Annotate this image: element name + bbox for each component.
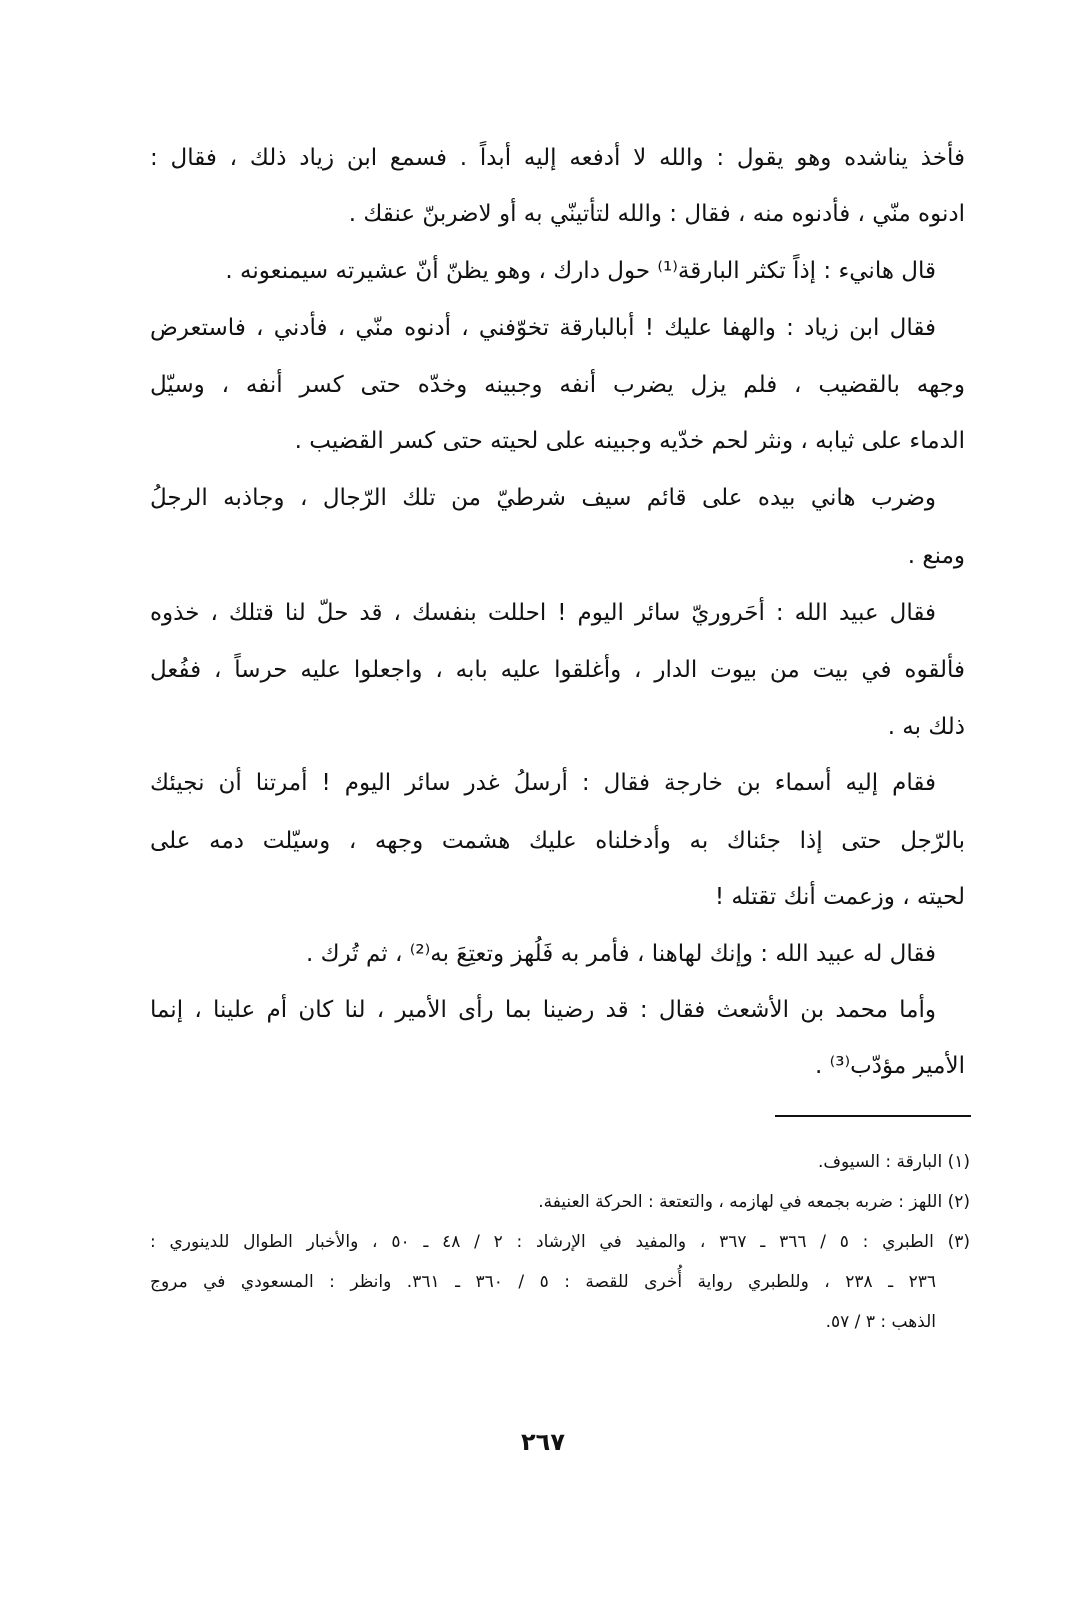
body-line: بالرّجل حتى إذا جئناك به وأدخلناه عليك هشمت وجهه ، وسيّلت دمه على: [150, 828, 965, 854]
body-line: الدماء على ثيابه ، ونثر لحم خدّيه وجبينه على لحيته حتى كسر القضيب .: [294, 428, 965, 454]
footnote-1: (١) البارقة : السيوف.: [817, 1152, 970, 1172]
footnote-3-cont: ٢٣٦ ـ ٢٣٨ ، وللطبري رواية أُخرى للقصة : ٥ / ٣٦٠ ـ ٣٦١. وانظر : المسعودي في مروج: [150, 1272, 936, 1292]
body-line: فأخذ يناشده وهو يقول : والله لا أدفعه إليه أبداً . فسمع ابن زياد ذلك ، فقال :: [150, 145, 965, 171]
footnote-2: (٢) اللهز : ضربه بجمعه في لهازمه ، والتعتعة : الحركة العنيفة.: [538, 1192, 970, 1212]
body-line: قال هانيء : إذاً تكثر البارقة⁽¹⁾ حول دارك ، وهو يظنّ أنّ عشيرته سيمنعونه .: [225, 258, 936, 284]
body-line: وضرب هاني بيده على قائم سيف شرطيّ من تلك الرّجال ، وجاذبه الرجلُ: [150, 485, 936, 511]
body-line: فقال ابن زياد : والهفا عليك ! أبالبارقة تخوّفني ، أدنوه منّي ، فأدني ، فاستعرض: [150, 315, 936, 341]
footnote-3-cont: الذهب : ٣ / ٥٧.: [825, 1312, 936, 1332]
page-number: ٢٦٧: [521, 1428, 565, 1456]
body-line: لحيته ، وزعمت أنك تقتله !: [714, 884, 965, 910]
body-line: وجهه بالقضيب ، فلم يزل يضرب أنفه وجبينه وخدّه حتى كسر أنفه ، وسيّل: [150, 372, 965, 398]
body-line: الأمير مؤدّب⁽³⁾ .: [814, 1053, 965, 1079]
body-line: فقال عبيد الله : أحَروريّ سائر اليوم ! احللت بنفسك ، قد حلّ لنا قتلك ، خذوه: [150, 600, 936, 626]
footnote-3: (٣) الطبري : ٥ / ٣٦٦ ـ ٣٦٧ ، والمفيد في الإرشاد : ٢ / ٤٨ ـ ٥٠ ، والأخبار الطوال للدينوري :: [150, 1232, 970, 1252]
body-line: وأما محمد بن الأشعث فقال : قد رضينا بما رأى الأمير ، لنا كان أم علينا ، إنما: [150, 997, 936, 1023]
body-line: ادنوه منّي ، فأدنوه منه ، فقال : والله لتأتينّي به أو لاضربنّ عنقك .: [348, 201, 965, 227]
body-line: ذلك به .: [887, 714, 965, 740]
body-line: فقام إليه أسماء بن خارجة فقال : أرسلُ غدر سائر اليوم ! أمرتنا أن نجيئك: [150, 770, 936, 796]
body-line: فألقوه في بيت من بيوت الدار ، وأغلقوا عليه بابه ، واجعلوا عليه حرساً ، ففُعل: [150, 657, 965, 683]
footnote-separator: [775, 1115, 971, 1117]
body-line: فقال له عبيد الله : وإنك لهاهنا ، فأمر به فَلُهز وتعتِعَ به⁽²⁾ ، ثم تُرك .: [305, 941, 936, 967]
body-line: ومنع .: [907, 543, 965, 569]
